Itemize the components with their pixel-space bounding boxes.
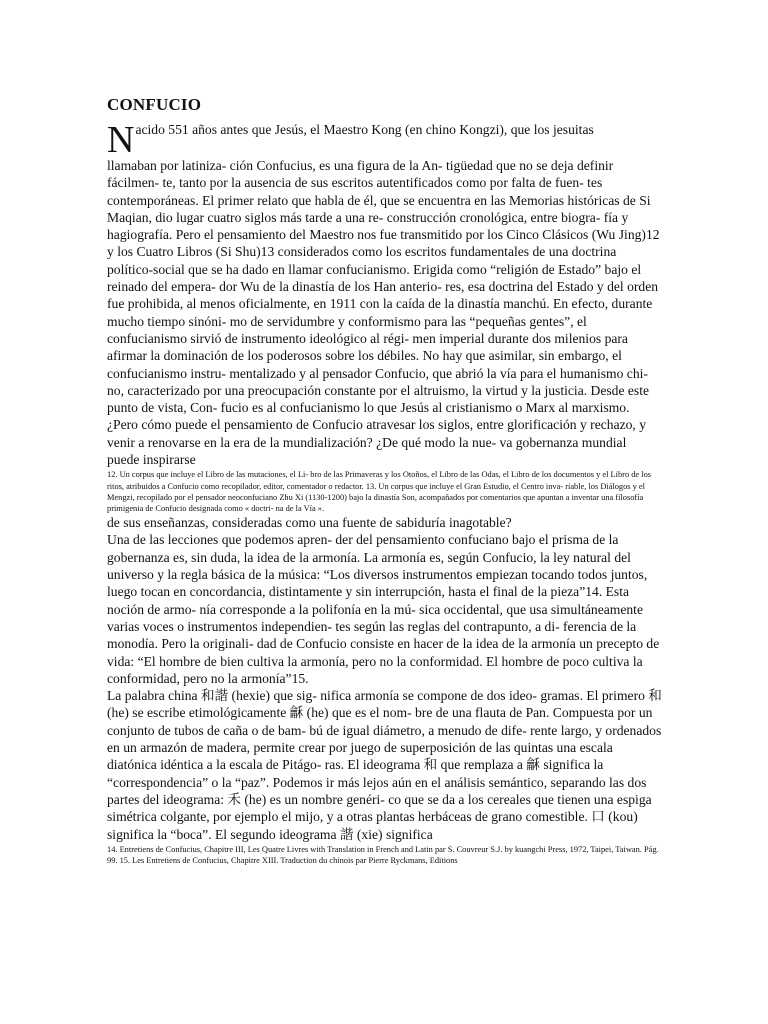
document-page — [107, 95, 662, 866]
drop-cap: N — [107, 119, 135, 161]
paragraph-intro-body: llamaban por latiniza- ción Confucius, es una figura de la An- tigüedad que no se deja definir fácilmen- te, tanto por la ausencia de sus escritos autentificados como por falta de fuen- tes contemporáneas. El primer relato que habla de él, que se encuentra en las Memorias históricas de Si Maqian, dio lugar cuatro siglos más tarde a una re- construcción cronológica, entre biogra- fía y hagiografía. Pero el pensamiento del Maestro nos fue transmitido por los Cinco Clásicos (Wu Jing)12 y los Cuatro Libros (Si Shu)13 considerados como los escritos fundamentales de una doctrina político-social que se ha dado en llamar confucianismo. Erigida como “religión de Estado” bajo el reinado del empera- dor Wu de la dinastía de los Han anterio- res, esa doctrina del Estado y del orden fue prohibida, al menos oficialmente, en 1911 con la caída de la dinastía manchú. En efecto, durante mucho tiempo sinóni- mo de servidumbre y conformismo para las “pequeñas gentes”, el confucianismo sirvió de instrumento ideológico al régi- men imperial durante dos milenios para afirmar la dominación de los poderosos sobre los débiles. No hay que asimilar, sin embargo, el confucianismo instru- mentalizado y al pensador Confucio, que abrió la vía para el humanismo chi- no, caracterizado por una preocupación constante por el altruismo, la virtud y la justicia. Desde este punto de vista, Con- fucio es al confucianismo lo que Jesús al cristianismo o Marx al marxismo. ¿Pero cómo puede el pensamiento de Confucio atravesar los siglos, entre glorificación y rechazo, y venir a renovarse en la era de la mundialización? ¿De qué modo la nue- va gobernanza mundial puede inspirarse — [107, 158, 660, 468]
paragraph-intro-first-line: acido 551 años antes que Jesús, el Maestro Kong (en chino Kongzi), que los jesuitas — [135, 122, 594, 137]
footnote-14-15: 14. Entretiens de Confucius, Chapitre III, Les Quatre Livres with Translation in French and Latin par S. Couvreur S.J. by kuangchi Press, 1972, Taipei, Taiwan. Pág. 99. 15. Les Entretiens de Confucius, Chapitre XIII. Traduction du chinois par Pierre Ryckmans, Editions — [107, 844, 659, 865]
paragraph-continuation: de sus enseñanzas, consideradas como una fuente de sabiduría inagotable? — [107, 515, 512, 531]
footnote-12-13: 12. Un corpus que incluye el Libro de las mutaciones, el Li- bro de las Primaveras y los Otoños, el Libro de las Odas, el Libro de los documentos y el Libro de los ritos, atribuidos a Confucio como recopilador, editor, comentador o redactor. 13. Un corpus que incluye el Gran Estudio, el Centro inva- riable, los Diálogos y el Mengzi, recopilado por el pensador neoconfuciano Zhu Xi (1130-1200) bajo la dinastía Son, acompañados por comentarios que apuntan a inventar una filosofía primigenia de Confucio designada como « doctri- na de la Vía ». — [107, 470, 652, 513]
paragraph-harmony: Una de las lecciones que podemos apren- der del pensamiento confuciano bajo el prisma de la gobernanza es, sin duda, la idea de la armonía. La armonía es, según Confucio, la ley natural del universo y la regla básica de la música: “Los diversos instrumentos empiezan tocando todos juntos, luego tocan en concordancia, distintamente y sin interrupción, hasta el final de la pieza”14. Esta noción de armo- nía corresponde a la polifonía en la mú- sica occidental, que usa simultáneamente varias voces o instrumentos independien- tes según las reglas del contrapunto, a di- ferencia de la monodía. Pero la originali- dad de Confucio consiste en hacer de la idea de la armonía un precepto de vida: “El hombre de bien cultiva la armonía, pero no la conformidad. El hombre de poco cultiva la conformidad, pero no la armonía”15. — [107, 532, 660, 686]
paragraph-intro — [107, 119, 662, 161]
paragraph-ideogram: La palabra china 和諧 (hexie) que sig- nifica armonía se compone de dos ideo- gramas. El primero 和 (he) se escribe etimológicamente 龢 (he) que es el nom- bre de una flauta de Pan. Compuesta por un conjunto de tubos de caña o de bam- bú de igual diámetro, a menudo de dife- rente largo, y ordenados en un armazón de madera, permite crear por juego de superposición de las quintas una escala diatónica idéntica a la escala de Pitágo- ras. El ideograma 和 que remplaza a 龢 significa la “correspondencia” o la “paz”. Podemos ir más lejos aún en el análisis semántico, separando las dos partes del ideograma: 禾 (he) es un nombre genéri- co que se da a los cereales que tienen una espiga simétrica colgante, por ejemplo el mijo, y a otras plantas herbáceas de grano comestible. 口 (kou) significa la “boca”. El segundo ideograma 諧 (xie) significa — [107, 688, 662, 842]
document-title: CONFUCIO — [107, 95, 202, 114]
